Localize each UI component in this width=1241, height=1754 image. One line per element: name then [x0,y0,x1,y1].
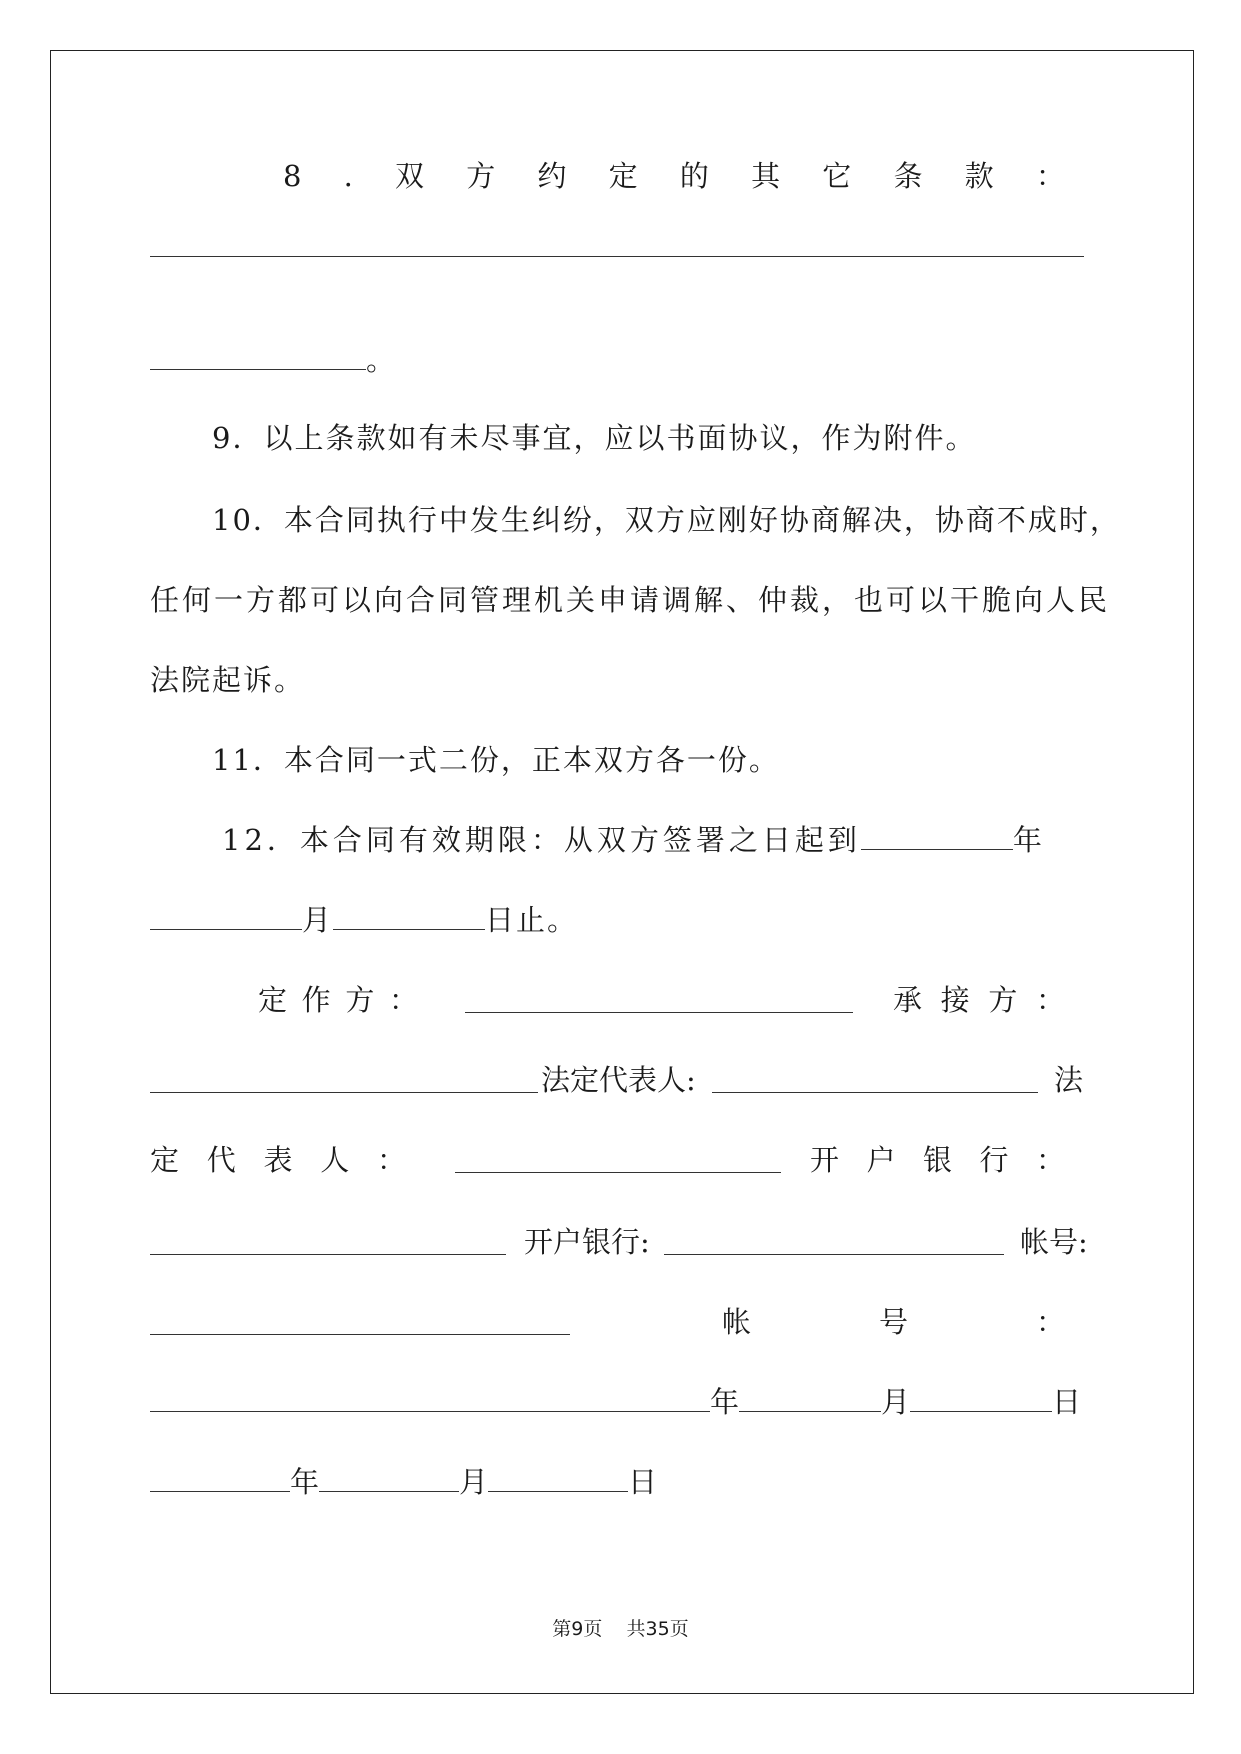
clause-12-line-2: 月 日止。 [150,902,578,938]
clause-11: 11．本合同一式二份，正本双方各一份。 [212,743,780,777]
clause-8-tail: 。 [150,342,397,378]
legal-rep-label: 法定代表人: [541,1063,696,1097]
page-footer: 第9页 共35页 [552,1618,689,1640]
total-pages: 35 [645,1618,670,1640]
account-label: 帐号: [1020,1225,1088,1259]
clause-8-short-blank [150,343,366,370]
account-2-blank [150,1385,710,1412]
clause-12-line-1: 12．本合同有效期限：从双方签署之日起到 年 [222,823,1046,857]
bank-blank [150,1254,506,1255]
date-2-month-blank [319,1465,459,1492]
clause-8-heading: 8 . 双 方 约 定 的 其 它 条 款 ： [283,159,1065,193]
contractor-blank [150,1092,538,1093]
legal-rep-blank [712,1092,1038,1093]
end-month-blank [150,903,302,930]
end-year-blank [861,823,1013,850]
page-number: 9 [571,1618,584,1640]
date-2-day-blank [488,1465,628,1492]
account-label-spread: 帐 号 ： [722,1305,1065,1339]
page-border [50,50,1194,1694]
date-line-2: 年 月 日 [150,1464,657,1500]
account-blank [150,1334,570,1335]
contractor-label: 承 接 方 ： [893,983,1065,1017]
clause-9: 9．以上条款如有未尽事宜，应以书面协议，作为附件。 [212,421,977,455]
bank-2-blank [664,1254,1004,1255]
clause-10-line-2: 任何一方都可以向合同管理机关申请调解、仲裁，也可以干脆向人民 [150,583,1111,617]
date-2-year-blank [150,1465,290,1492]
date-1-month-blank [739,1385,881,1412]
date-1-day-blank [910,1385,1052,1412]
ordering-party-blank [465,1012,853,1013]
bank-label-spread: 开 户 银 行 ： [810,1143,1065,1177]
clause-8-fill-line [150,256,1084,257]
clause-10-line-1: 10．本合同执行中发生纠纷，双方应刚好协商解决，协商不成时， [212,503,1121,537]
clause-10-line-3: 法院起诉。 [150,663,306,697]
end-day-blank [333,903,485,930]
legal-rep-2-label-start: 法 [1054,1063,1086,1097]
ordering-party-label: 定 作 方 ： [258,983,418,1017]
bank-label-2: 开户银行: [524,1225,650,1259]
legal-rep-2-label: 定 代 表 人 ： [150,1143,406,1177]
legal-rep-2-blank [455,1172,781,1173]
date-line-1: 年 月 日 [150,1384,1081,1420]
